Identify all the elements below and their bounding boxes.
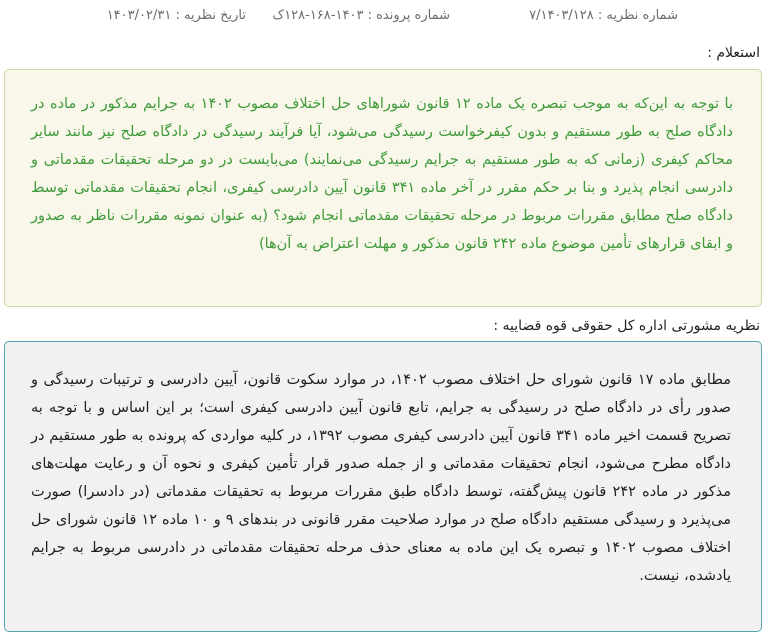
- inquiry-text: با توجه به این‌که به موجب تبصره یک ماده ۱۲ قانون شوراهای حل اختلاف مصوب ۱۴۰۲ به جرایم مذکور در ماده در دادگاه صلح به طور مستقیم و بدون کیفرخواست رسیدگی می‌شود، آیا فرآیند رسیدگی در دادگاه صلح نیز مانند سایر محاکم کیفری (زمانی که به طور مستقیم به جرایم رسیدگی می‌نمایند) می‌بایست در دو مرحله تحقیقات مقدماتی و دادرسی انجام پذیرد و بنا بر حکم مقرر در آخر ماده ۳۴۱ قانون آیین دادرسی کیفری، انجام تحقیقات مقدماتی توسط دادگاه صلح مطابق مقررات مربوط در مرحله تحقیقات مقدماتی انجام شود؟ (به عنوان نمونه مقررات ناظر به صدور و ابقای قرارهای تأمین موضوع ماده ۲۴۲ قانون مذکور و مهلت اعتراض به آن‌ها): [31, 96, 733, 252]
- document-meta-bar: [0, 6, 768, 28]
- opinion-text: مطابق ماده ۱۷ قانون شورای حل اختلاف مصوب ۱۴۰۲، در موارد سکوت قانون، آیین دادرسی و ترتیبات رسیدگی و صدور رأی در دادگاه صلح در رسیدگی به جرایم، تابع قانون آیین دادرسی کیفری است؛ بر این اساس و با توجه به تصریح قسمت اخیر ماده ۳۴۱ قانون آیین دادرسی کیفری مصوب ۱۳۹۲، در کلیه مواردی که پرونده به طور مستقیم در دادگاه مطرح می‌شود، انجام تحقیقات مقدماتی و از جمله صدور قرار تأمین کیفری و نحوه آن و رعایت مهلت‌های مذکور در ماده ۲۴۲ قانون پیش‌گفته، توسط دادگاه طبق مقررات مربوط به تحقیقات مقدماتی (در دادسرا) صورت می‌پذیرد و رسیدگی مستقیم دادگاه صلح در موارد صلاحیت مقرر قانونی در بندهای ۹ و ۱۰ ماده ۱۲ قانون شورای حل اختلاف مصوب ۱۴۰۲ و تبصره یک این ماده به معنای حذف مرحله تحقیقات مقدماتی در دادرسی مربوط به جرایم یادشده، نیست.: [31, 372, 731, 584]
- file-number: شماره پرونده : ۱۴۰۳-۱۶۸-۱۲۸ک: [272, 8, 450, 23]
- opinion-date: تاریخ نظریه : ۱۴۰۳/۰۲/۳۱: [106, 8, 246, 23]
- inquiry-box: [4, 69, 762, 307]
- inquiry-heading: استعلام :: [707, 45, 760, 61]
- opinion-box: [4, 341, 762, 632]
- opinion-heading: نظریه مشورتی اداره کل حقوقی قوه قضاییه :: [493, 318, 760, 334]
- opinion-number: شماره نظریه : ۷/۱۴۰۳/۱۲۸: [529, 8, 678, 23]
